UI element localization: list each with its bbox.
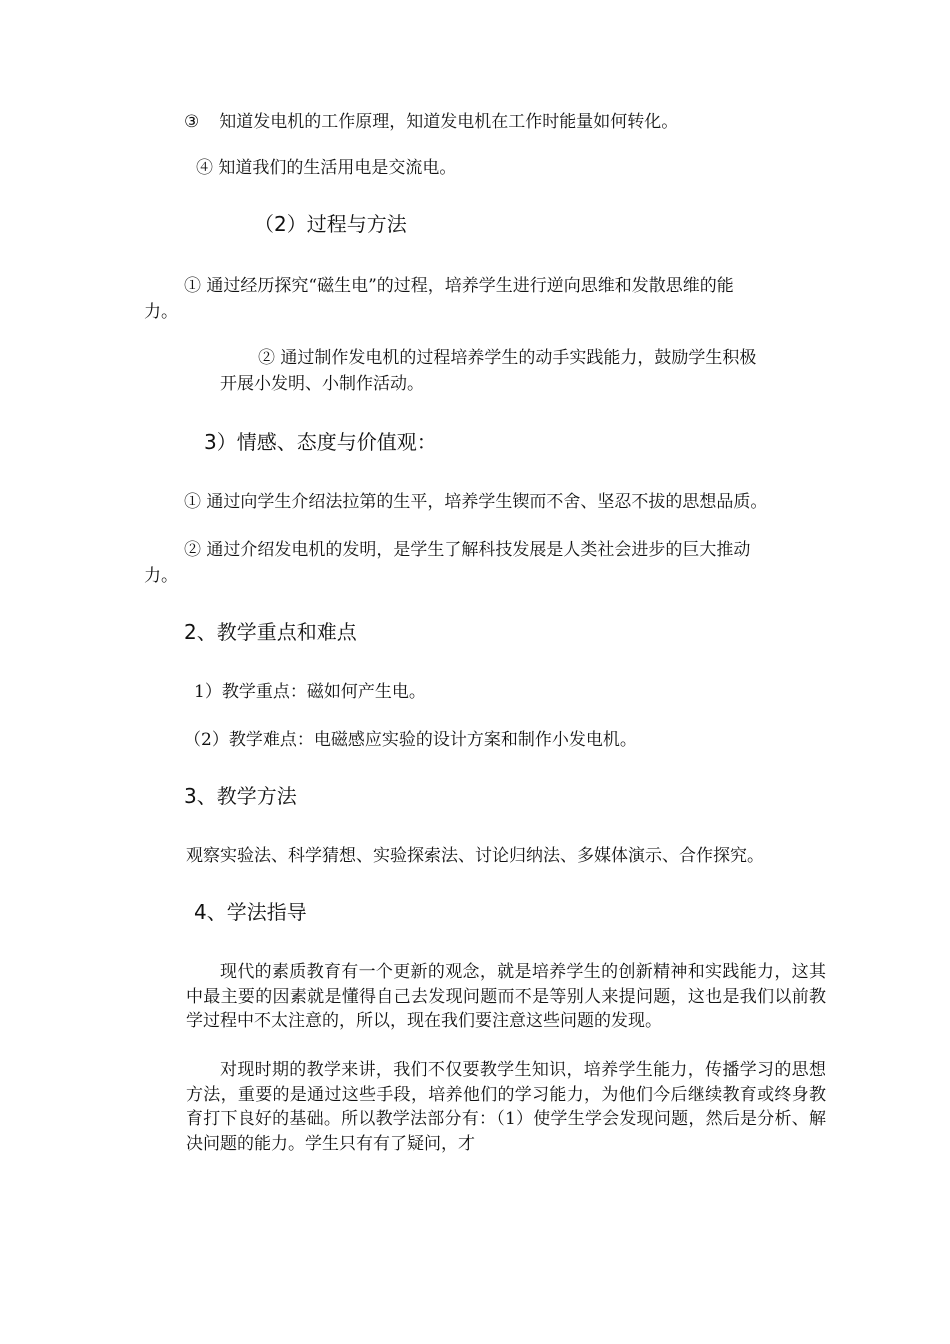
- section-heading-study-guidance: 4、学法指导: [194, 900, 307, 924]
- item-marker: ③: [184, 112, 200, 132]
- process-item-2-line-1: ② 通过制作发电机的过程培养学生的动手实践能力，鼓励学生积极: [258, 348, 757, 368]
- process-item-1-line-2: 力。: [144, 302, 178, 322]
- emotion-item-2-line-2: 力。: [144, 566, 178, 586]
- section-heading-teaching-methods: 3、教学方法: [184, 784, 297, 808]
- process-item-1-line-1: ① 通过经历探究“磁生电”的过程，培养学生进行逆向思维和发散思维的能: [184, 276, 734, 296]
- emotion-item-2-line-1: ② 通过介绍发电机的发明，是学生了解科技发展是人类社会进步的巨大推动: [184, 540, 751, 560]
- teaching-difficulty: （2）教学难点：电磁感应实验的设计方案和制作小发电机。: [184, 730, 637, 750]
- knowledge-item-4: ④ 知道我们的生活用电是交流电。: [196, 158, 457, 178]
- emotion-item-1: ① 通过向学生介绍法拉第的生平，培养学生锲而不舍、坚忍不拔的思想品质。: [184, 492, 768, 512]
- item-text: 知道发电机的工作原理，知道发电机在工作时能量如何转化。: [219, 112, 679, 132]
- study-guidance-paragraph-2: 对现时期的教学来讲，我们不仅要教学生知识，培养学生能力，传播学习的思想方法，重要的是通过这些手段，培养他们的学习能力，为他们今后继续教育或终身教育打下良好的基础。所以教学法部分有：（1）使学生学会发现问题，然后是分析、解决问题的能力。学生只有有了疑问，才: [186, 1060, 826, 1154]
- teaching-methods-text: 观察实验法、科学猜想、实验探索法、讨论归纳法、多媒体演示、合作探究。: [186, 846, 764, 866]
- section-heading-key-points: 2、教学重点和难点: [184, 620, 357, 644]
- process-item-2-line-2: 开展小发明、小制作活动。: [220, 374, 424, 394]
- teaching-focus: 1）教学重点：磁如何产生电。: [194, 682, 426, 702]
- study-guidance-paragraph-1: 现代的素质教育有一个更新的观念，就是培养学生的创新精神和实践能力，这其中最主要的因素就是懂得自己去发现问题而不是等别人来提问题，这也是我们以前教学过程中不太注意的，所以，现在我们要注意这些问题的发现。: [186, 962, 826, 1031]
- section-heading-emotion-values: 3）情感、态度与价值观：: [204, 430, 437, 454]
- section-heading-process-method: （2）过程与方法: [254, 212, 407, 236]
- knowledge-item-3: [184, 110, 678, 134]
